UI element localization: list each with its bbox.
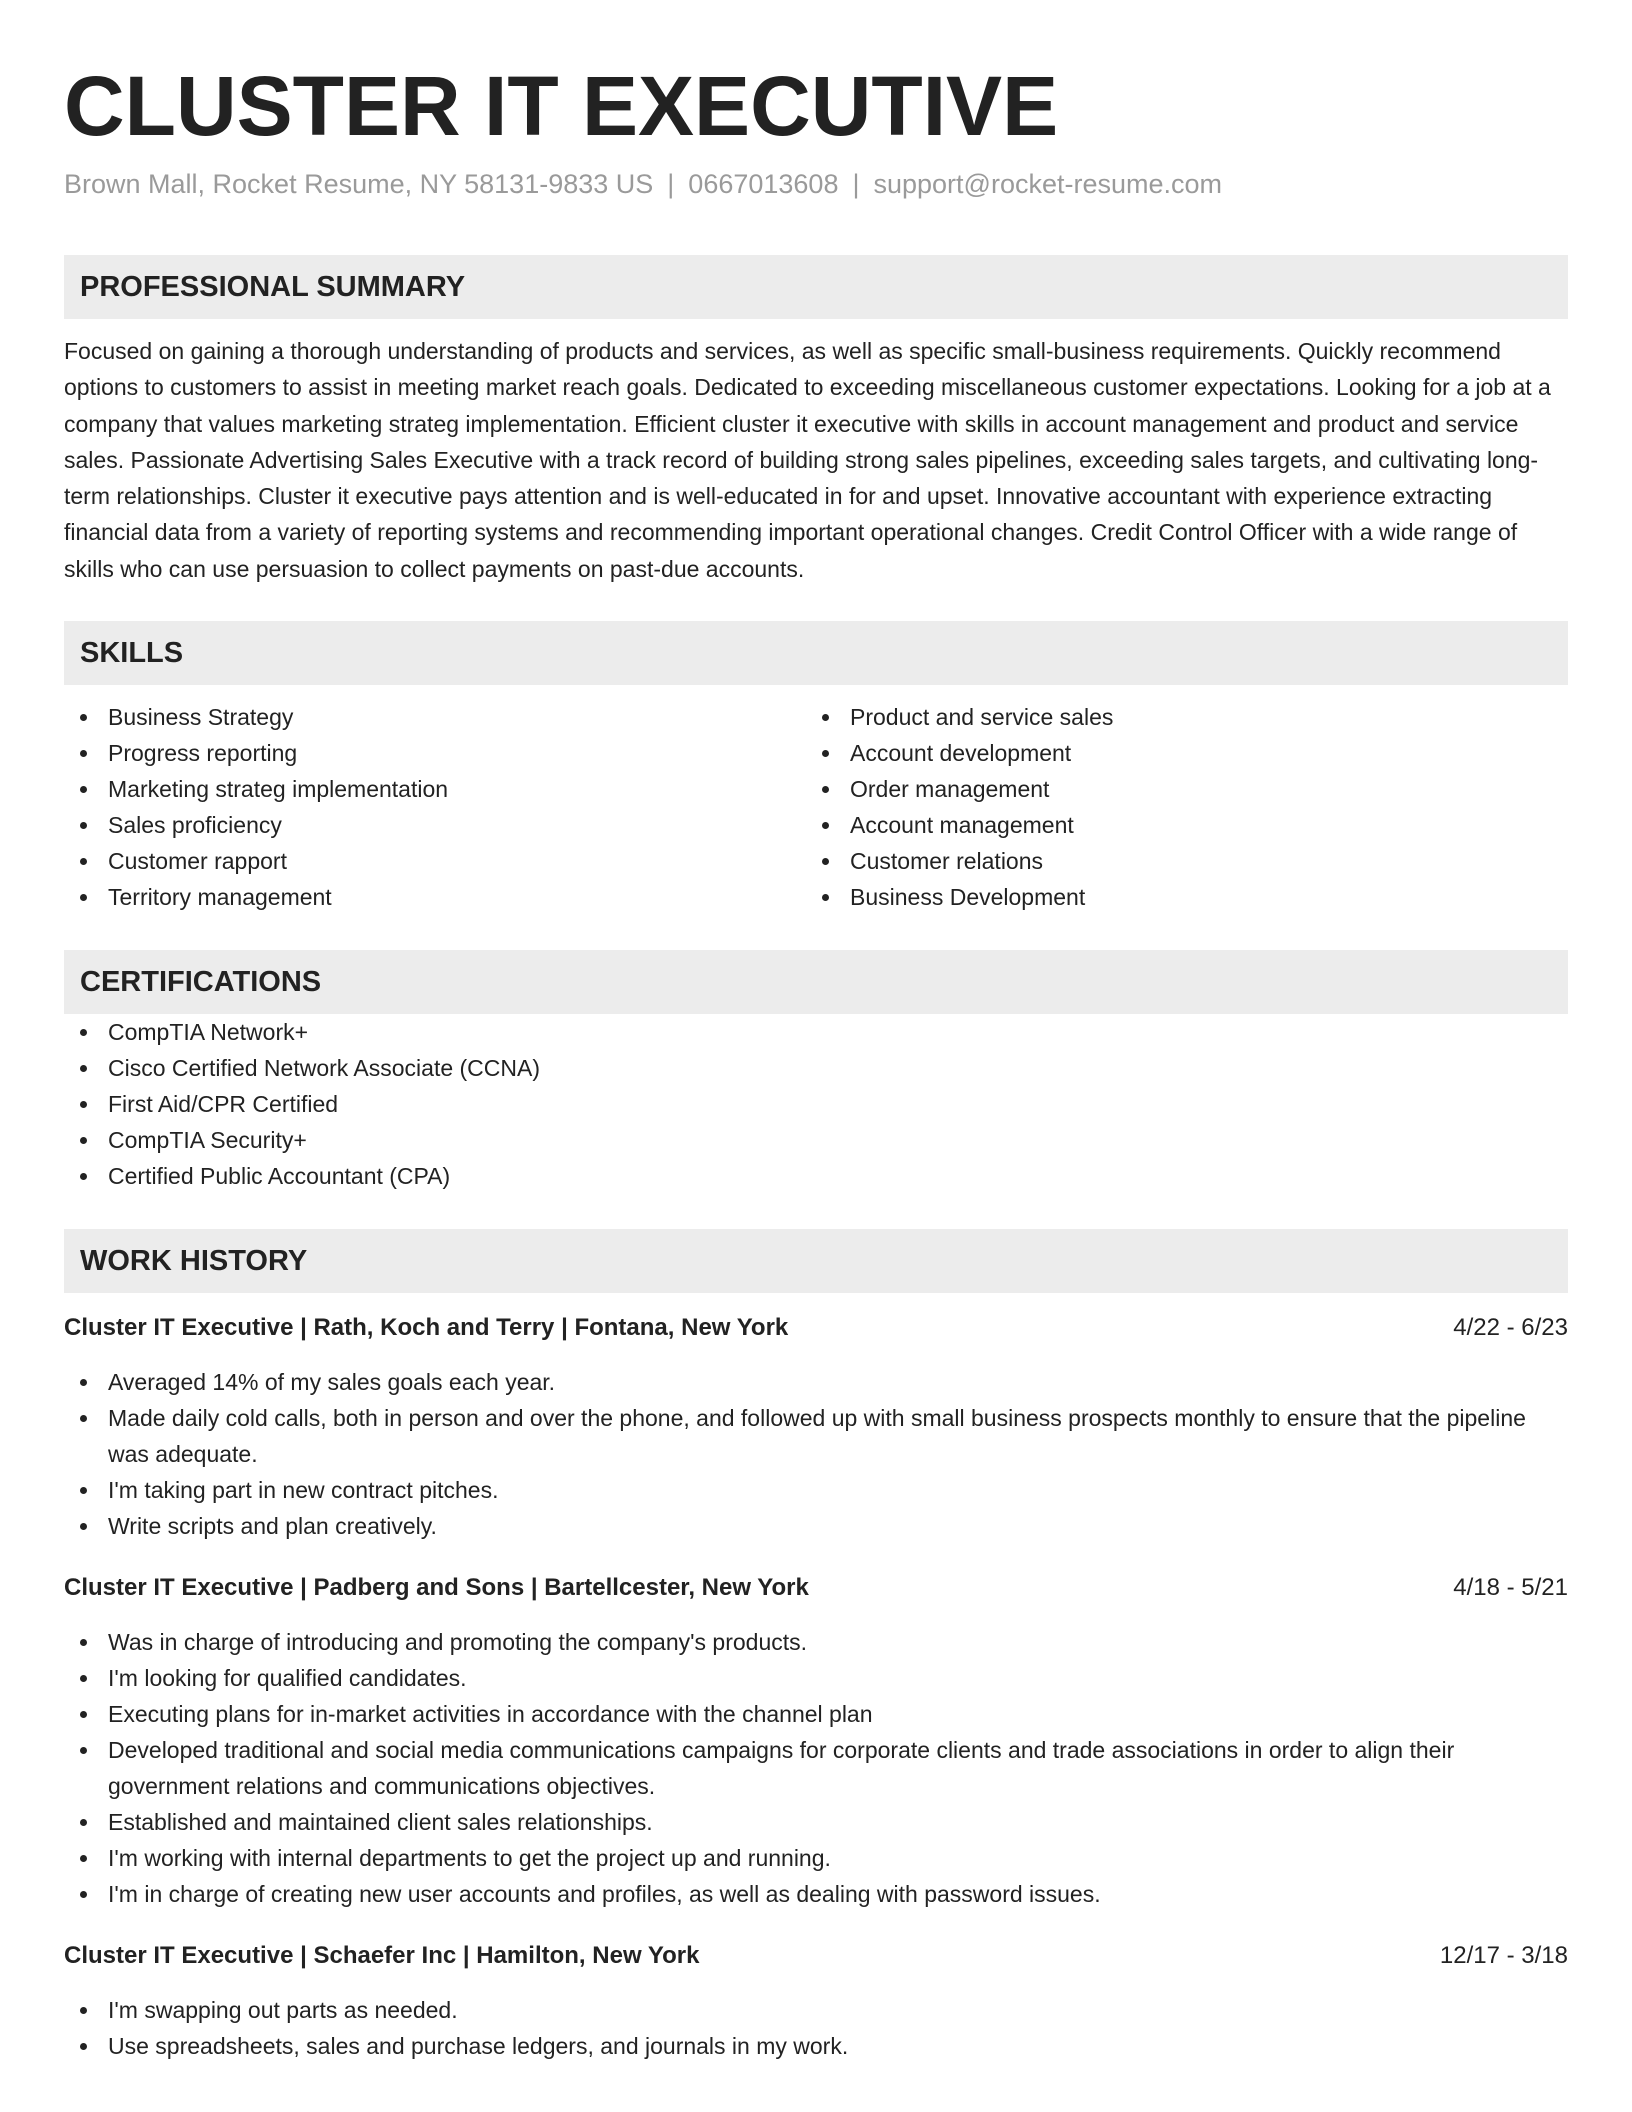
bullet-dot bbox=[80, 2007, 87, 2014]
bullet-dot bbox=[80, 1029, 87, 1036]
skill-item bbox=[806, 807, 1548, 843]
bullet-dot bbox=[80, 858, 87, 865]
skill-text: Order management bbox=[850, 776, 1050, 803]
skill-item bbox=[806, 699, 1548, 735]
job-dates: 4/18 - 5/21 bbox=[1453, 1574, 1568, 1602]
job-bullets bbox=[64, 1624, 1568, 1912]
bullet-dot bbox=[822, 750, 829, 757]
certification-text: CompTIA Network+ bbox=[108, 1019, 309, 1046]
skill-item bbox=[806, 771, 1548, 807]
job-bullet-text: Write scripts and plan creatively. bbox=[108, 1513, 437, 1540]
bullet-dot bbox=[80, 1523, 87, 1530]
job-bullet-text: Developed traditional and social media communications campaigns for corporate clients and trade associations in order to align their government relations and communications objectives. bbox=[108, 1737, 1455, 1800]
bullet-dot bbox=[80, 1747, 87, 1754]
bullet-dot bbox=[80, 1819, 87, 1826]
bullet-dot bbox=[80, 714, 87, 721]
contact-separator: | bbox=[667, 169, 675, 199]
skill-item bbox=[64, 735, 806, 771]
job-bullet-text: Executing plans for in-market activities in accordance with the channel plan bbox=[108, 1701, 873, 1728]
contact-line bbox=[64, 166, 1568, 202]
job-bullet-text: I'm looking for qualified candidates. bbox=[108, 1665, 467, 1692]
bullet-dot bbox=[80, 786, 87, 793]
bullet-dot bbox=[822, 894, 829, 901]
job-bullet bbox=[64, 1696, 1568, 1732]
skill-text: Business Strategy bbox=[108, 704, 294, 731]
skill-item bbox=[64, 879, 806, 915]
job-bullet-text: Made daily cold calls, both in person and over the phone, and followed up with small business prospects monthly to ensure that the pipeline was adequate. bbox=[108, 1405, 1526, 1468]
skill-item bbox=[64, 699, 806, 735]
skill-text: Marketing strateg implementation bbox=[108, 776, 449, 803]
job-bullet-text: Use spreadsheets, sales and purchase ledgers, and journals in my work. bbox=[108, 2033, 849, 2060]
job-header bbox=[64, 1938, 1568, 1974]
bullet-dot bbox=[80, 1891, 87, 1898]
job-bullet-text: I'm in charge of creating new user accounts and profiles, as well as dealing with password issues. bbox=[108, 1881, 1101, 1908]
job-dates: 4/22 - 6/23 bbox=[1453, 1314, 1568, 1342]
job-bullet bbox=[64, 2028, 1568, 2064]
job-bullet bbox=[64, 1732, 1568, 1804]
bullet-dot bbox=[822, 822, 829, 829]
job-bullet bbox=[64, 1472, 1568, 1508]
certification-item bbox=[64, 1122, 1568, 1158]
bullet-dot bbox=[80, 1711, 87, 1718]
resume-name: CLUSTER IT EXECUTIVE bbox=[64, 59, 1059, 153]
job-entry bbox=[64, 1310, 1568, 1544]
job-bullet bbox=[64, 1624, 1568, 1660]
bullet-dot bbox=[822, 858, 829, 865]
job-bullet-text: Was in charge of introducing and promoting the company's products. bbox=[108, 1629, 808, 1656]
work-history-heading: WORK HISTORY bbox=[64, 1229, 1568, 1293]
bullet-dot bbox=[80, 894, 87, 901]
job-entry bbox=[64, 1938, 1568, 2064]
certifications-heading: CERTIFICATIONS bbox=[64, 950, 1568, 1014]
job-bullet-text: Established and maintained client sales relationships. bbox=[108, 1809, 653, 1836]
job-bullet-text: I'm swapping out parts as needed. bbox=[108, 1997, 458, 2024]
certifications-list bbox=[64, 1014, 1568, 1194]
skill-item bbox=[806, 735, 1548, 771]
skill-text: Customer rapport bbox=[108, 848, 287, 875]
summary-text: Focused on gaining a thorough understanding of products and services, as well as specific small-business requirements. Quickly recommend options to customers to assist in meeting market reach goals. Dedicated to exceeding miscellaneous customer expectations. Looking for a job at a company that values marketing strateg implementation. Efficient cluster it executive with skills in account management and product and service sales. Passionate Advertising Sales Executive with a track record of building strong sales pipelines, exceeding sales targets, and cultivating long-term relationships. Cluster it executive pays attention and is well-educated in for and upset. Innovative accountant with experience extracting financial data from a variety of reporting systems and recommending important operational changes. Credit Control Officer with a wide range of skills who can use persuasion to collect payments on past-due accounts. bbox=[64, 338, 1551, 582]
job-bullet bbox=[64, 1508, 1568, 1544]
bullet-dot bbox=[80, 750, 87, 757]
bullet-dot bbox=[822, 714, 829, 721]
bullet-dot bbox=[80, 1855, 87, 1862]
job-entry bbox=[64, 1570, 1568, 1912]
job-bullet-text: I'm working with internal departments to get the project up and running. bbox=[108, 1845, 831, 1872]
skills-column-left bbox=[64, 699, 806, 915]
skills-column-right bbox=[806, 699, 1548, 915]
job-bullet bbox=[64, 1992, 1568, 2028]
job-bullet bbox=[64, 1400, 1568, 1472]
skill-item bbox=[806, 843, 1548, 879]
job-title: Cluster IT Executive | Rath, Koch and Terry | Fontana, New York bbox=[64, 1314, 789, 1342]
contact-email: support@rocket-resume.com bbox=[873, 169, 1223, 199]
skill-text: Account management bbox=[850, 812, 1074, 839]
certification-item bbox=[64, 1158, 1568, 1194]
certification-text: CompTIA Security+ bbox=[108, 1127, 307, 1154]
job-bullet-text: I'm taking part in new contract pitches. bbox=[108, 1477, 499, 1504]
job-bullets bbox=[64, 1364, 1568, 1544]
bullet-dot bbox=[80, 1379, 87, 1386]
job-header bbox=[64, 1310, 1568, 1346]
skills-list-right bbox=[806, 699, 1548, 915]
job-bullet bbox=[64, 1364, 1568, 1400]
skill-text: Account development bbox=[850, 740, 1072, 767]
bullet-dot bbox=[80, 1137, 87, 1144]
certification-text: Certified Public Accountant (CPA) bbox=[108, 1163, 451, 1190]
skill-text: Business Development bbox=[850, 884, 1086, 911]
job-dates: 12/17 - 3/18 bbox=[1439, 1942, 1568, 1970]
summary-heading: PROFESSIONAL SUMMARY bbox=[64, 255, 1568, 319]
certification-item bbox=[64, 1050, 1568, 1086]
certification-text: Cisco Certified Network Associate (CCNA) bbox=[108, 1055, 541, 1082]
bullet-dot bbox=[80, 1639, 87, 1646]
bullet-dot bbox=[80, 1065, 87, 1072]
job-bullet bbox=[64, 1840, 1568, 1876]
skills-list-left bbox=[64, 699, 806, 915]
skill-text: Progress reporting bbox=[108, 740, 298, 767]
bullet-dot bbox=[80, 1415, 87, 1422]
contact-separator: | bbox=[852, 169, 860, 199]
job-title: Cluster IT Executive | Padberg and Sons | Bartellcester, New York bbox=[64, 1574, 809, 1602]
skill-item bbox=[64, 771, 806, 807]
skill-item bbox=[64, 807, 806, 843]
job-header bbox=[64, 1570, 1568, 1606]
skill-text: Sales proficiency bbox=[108, 812, 282, 839]
skill-text: Customer relations bbox=[850, 848, 1044, 875]
certification-item bbox=[64, 1014, 1568, 1050]
skill-text: Territory management bbox=[108, 884, 332, 911]
skill-text: Product and service sales bbox=[850, 704, 1114, 731]
skill-item bbox=[64, 843, 806, 879]
skills-grid bbox=[64, 699, 1568, 915]
bullet-dot bbox=[80, 1675, 87, 1682]
skills-heading: SKILLS bbox=[64, 621, 1568, 685]
job-bullet bbox=[64, 1876, 1568, 1912]
resume-page bbox=[64, 0, 1568, 2064]
bullet-dot bbox=[80, 1487, 87, 1494]
certification-item bbox=[64, 1086, 1568, 1122]
bullet-dot bbox=[80, 822, 87, 829]
contact-phone: 0667013608 bbox=[688, 169, 839, 199]
certification-text: First Aid/CPR Certified bbox=[108, 1091, 339, 1118]
job-bullet bbox=[64, 1804, 1568, 1840]
skill-item bbox=[806, 879, 1548, 915]
bullet-dot bbox=[80, 1173, 87, 1180]
bullet-dot bbox=[822, 786, 829, 793]
job-bullets bbox=[64, 1992, 1568, 2064]
job-bullet bbox=[64, 1660, 1568, 1696]
job-title: Cluster IT Executive | Schaefer Inc | Hamilton, New York bbox=[64, 1942, 700, 1970]
contact-address: Brown Mall, Rocket Resume, NY 58131-9833 US bbox=[64, 169, 654, 199]
bullet-dot bbox=[80, 2043, 87, 2050]
job-bullet-text: Averaged 14% of my sales goals each year. bbox=[108, 1369, 556, 1396]
bullet-dot bbox=[80, 1101, 87, 1108]
